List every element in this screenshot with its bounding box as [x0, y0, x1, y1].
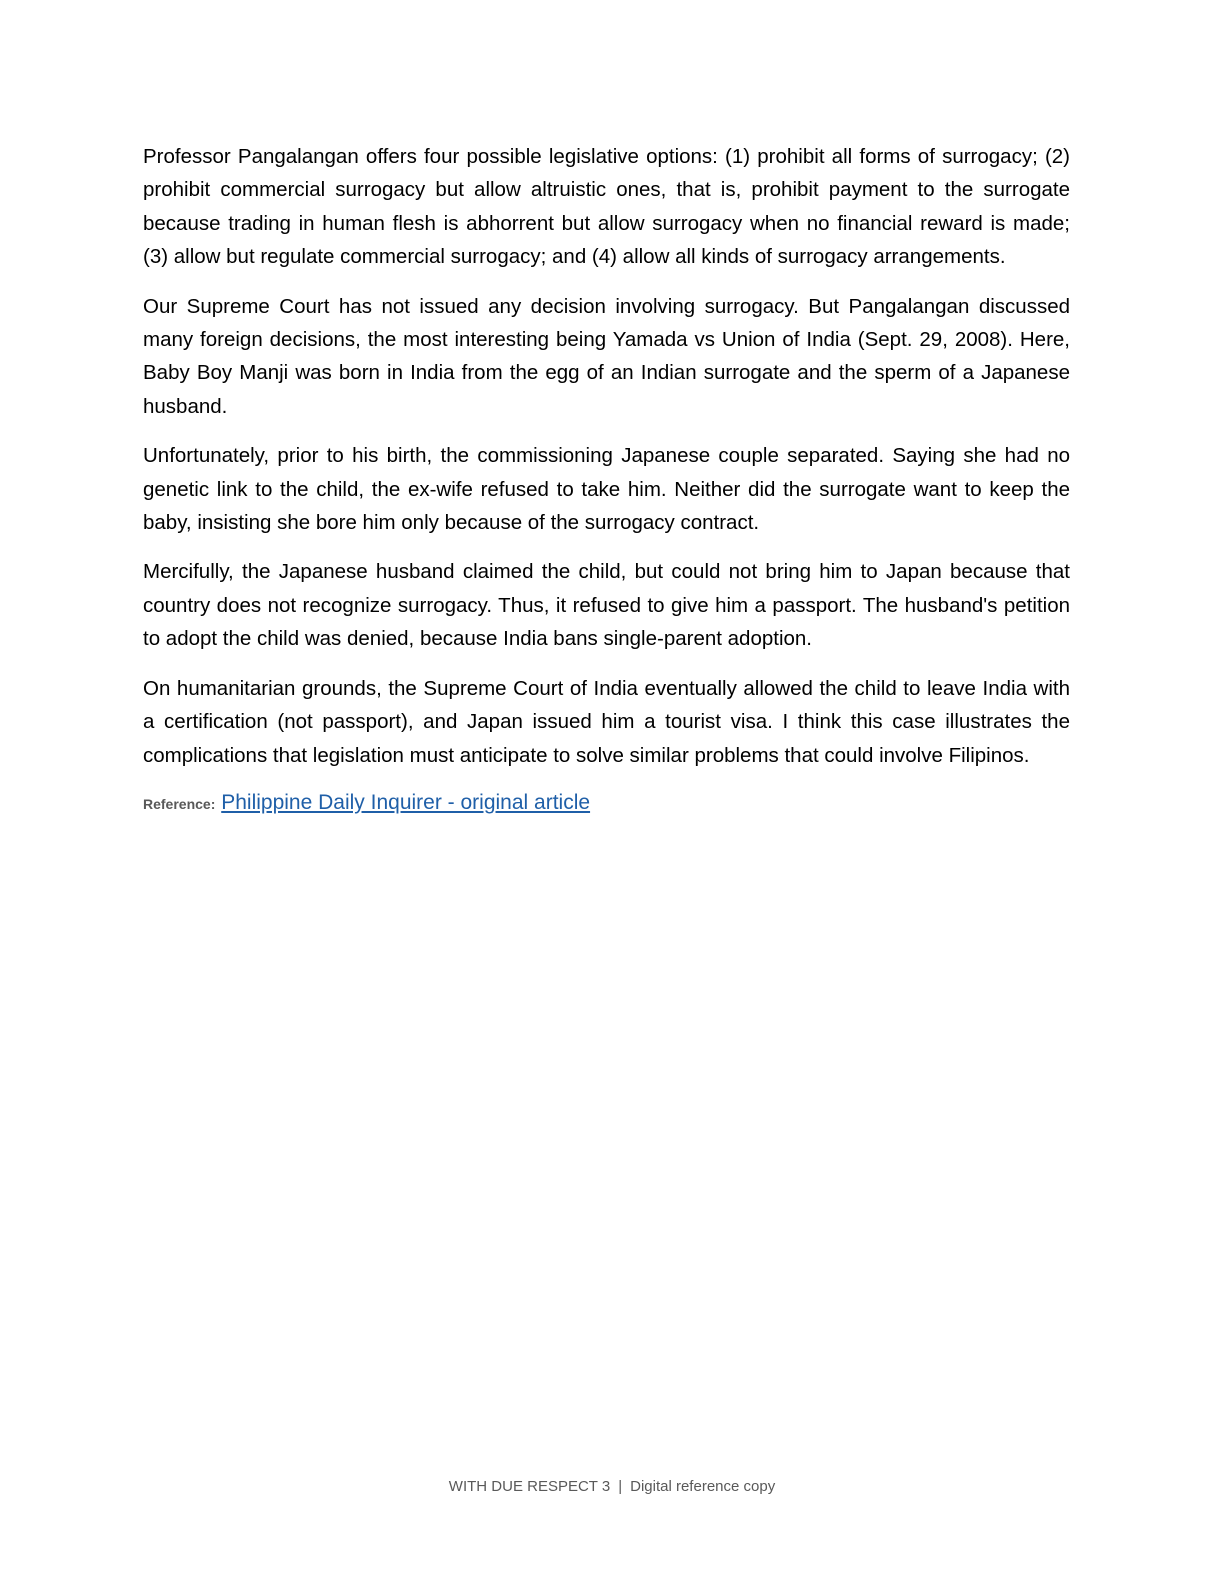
reference-label: Reference: [143, 795, 216, 812]
footer-title: WITH DUE RESPECT 3 [448, 1478, 611, 1495]
paragraph-humanitarian-grounds: On humanitarian grounds, the Supreme Court of India eventually allowed the child to leave India with a certification (not passport), and Japan issued him a tourist visa. I think this case illustrates the complications that legislation must anticipate to solve similar problems that could involve Filipinos. [143, 676, 1070, 767]
footer-separator: | [618, 1478, 623, 1495]
paragraph-supreme-court: Our Supreme Court has not issued any decision involving surrogacy. But Pangalangan discussed many foreign decisions, the most interesting being Yamada vs Union of India (Sept. 29, 2008). Here, Baby Boy Manji was born in India from the egg of an Indian surrogate and the sperm of a Japanese husband. [143, 294, 1070, 418]
reference-line [143, 788, 1070, 819]
document-body [143, 140, 1070, 819]
paragraph-legislative-options: Professor Pangalangan offers four possible legislative options: (1) prohibit all forms of surrogacy; (2) prohibit commercial surrogacy but allow altruistic ones, that is, prohibit payment to the surrogate because trading in human flesh is abhorrent but allow surrogacy when no financial reward is made; (3) allow but regulate commercial surrogacy; and (4) allow all kinds of surrogacy arrangements. [143, 145, 1070, 269]
reference-link[interactable]: Philippine Daily Inquirer - original article [221, 790, 591, 814]
paragraph-husband-claim: Mercifully, the Japanese husband claimed the child, but could not bring him to Japan because that country does not recognize surrogacy. Thus, it refused to give him a passport. The husband's petition to adopt the child was denied, because India bans single-parent adoption. [143, 560, 1070, 651]
page-footer [0, 1478, 1224, 1495]
paragraph-couple-separated: Unfortunately, prior to his birth, the commissioning Japanese couple separated. Saying she had no genetic link to the child, the ex-wife refused to take him. Neither did the surrogate want to keep the baby, insisting she bore him only because of the surrogacy contract. [143, 444, 1070, 535]
footer-note: Digital reference copy [630, 1478, 776, 1495]
